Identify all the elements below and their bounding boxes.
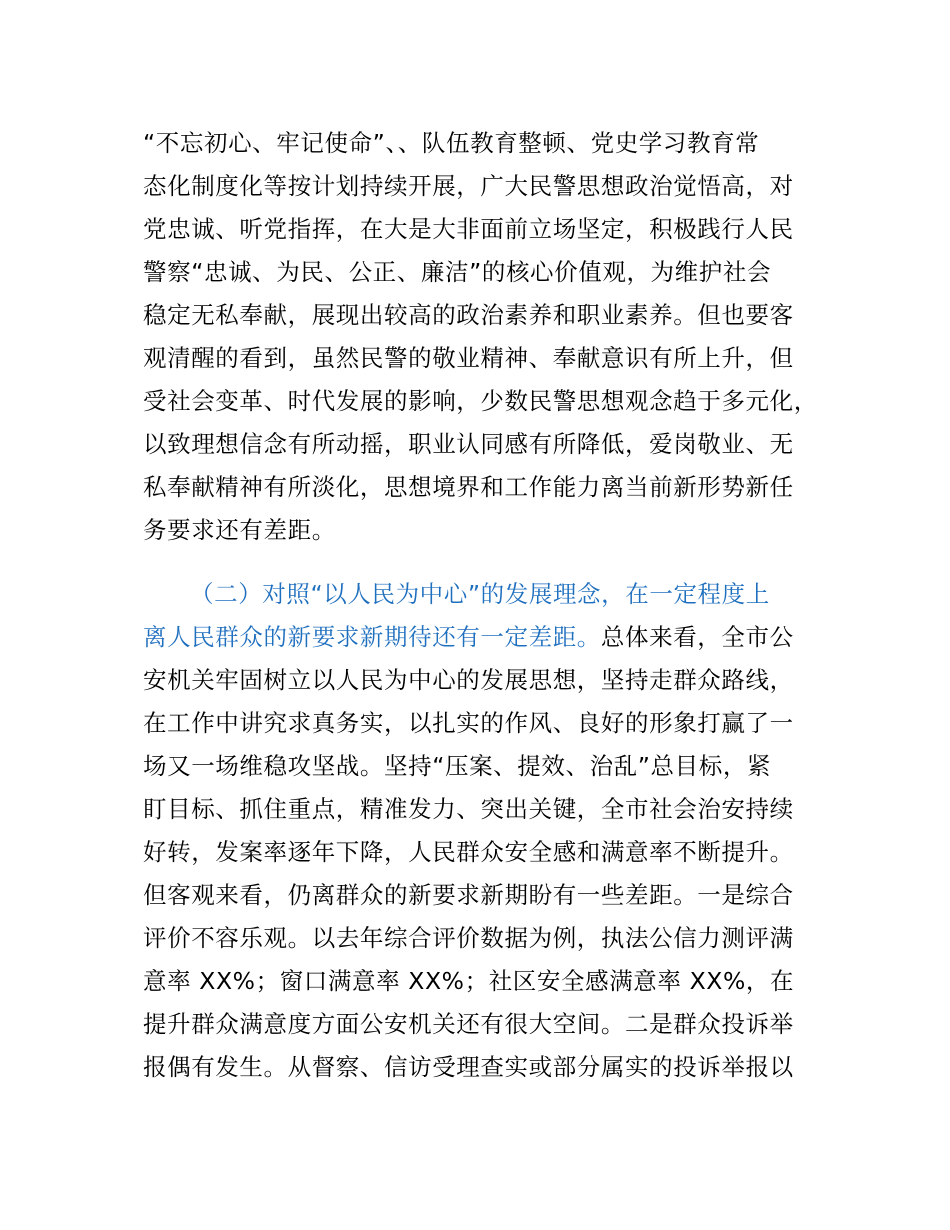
text-line: 稳定无私奉献，展现出较高的政治素养和职业素养。但也要客 <box>143 301 794 329</box>
text-line: 警察“忠诚、为民、公正、廉洁”的核心价值观，为维护社会 <box>143 258 772 286</box>
text-line: 安机关牢固树立以人民为中心的发展思想，坚持走群众路线， <box>143 666 794 694</box>
text-line: “不忘初心、牢记使命”、、队伍教育整顿、党史学习教育常 <box>143 129 760 157</box>
text-line: 盯目标、抓住重点，精准发力、突出关键，全市社会治安持续 <box>143 795 794 823</box>
text-line: 报偶有发生。从督察、信访受理查实或部分属实的投诉举报以 <box>143 1053 794 1081</box>
text-line <box>143 622 794 652</box>
text-line: 但客观来看，仍离群众的新要求新期盼有一些差距。一是综合 <box>143 881 794 909</box>
text-line: 以致理想信念有所动摇，职业认同感有所降低，爱岗敬业、无 <box>143 430 794 458</box>
text-line: 在工作中讲究求真务实，以扎实的作风、良好的形象打赢了一 <box>143 709 794 737</box>
text-line: 评价不容乐观。以去年综合评价数据为例，执法公信力测评满 <box>143 924 794 952</box>
text-line: 务要求还有差距。 <box>143 516 336 544</box>
text-line: 私奉献精神有所淡化，思想境界和工作能力离当前新形势新任 <box>143 473 794 501</box>
text-line: 态化制度化等按计划持续开展，广大民警思想政治觉悟高，对 <box>143 172 794 200</box>
text-line: 观清醒的看到，虽然民警的敬业精神、奉献意识有所上升，但 <box>143 344 794 372</box>
text-line: 场又一场维稳攻坚战。坚持“压案、提效、治乱”总目标，紧 <box>143 752 772 780</box>
text-line: 党忠诚、听党指挥，在大是大非面前立场坚定，积极践行人民 <box>143 215 794 243</box>
section-heading-continuation: 离人民群众的新要求新期待还有一定差距。 <box>143 623 601 651</box>
text-line: 意率 XX%；窗口满意率 XX%；社区安全感满意率 XX%，在 <box>143 967 795 995</box>
text-line: 受社会变革、时代发展的影响，少数民警思想观念趋于多元化， <box>143 387 818 415</box>
text-line: 好转，发案率逐年下降，人民群众安全感和满意率不断提升。 <box>143 838 794 866</box>
text-line: 提升群众满意度方面公安机关还有很大空间。二是群众投诉举 <box>143 1010 794 1038</box>
text-span: 总体来看，全市公 <box>600 623 794 651</box>
section-heading-line: （二）对照“以人民为中心”的发展理念，在一定程度上 <box>190 580 770 608</box>
